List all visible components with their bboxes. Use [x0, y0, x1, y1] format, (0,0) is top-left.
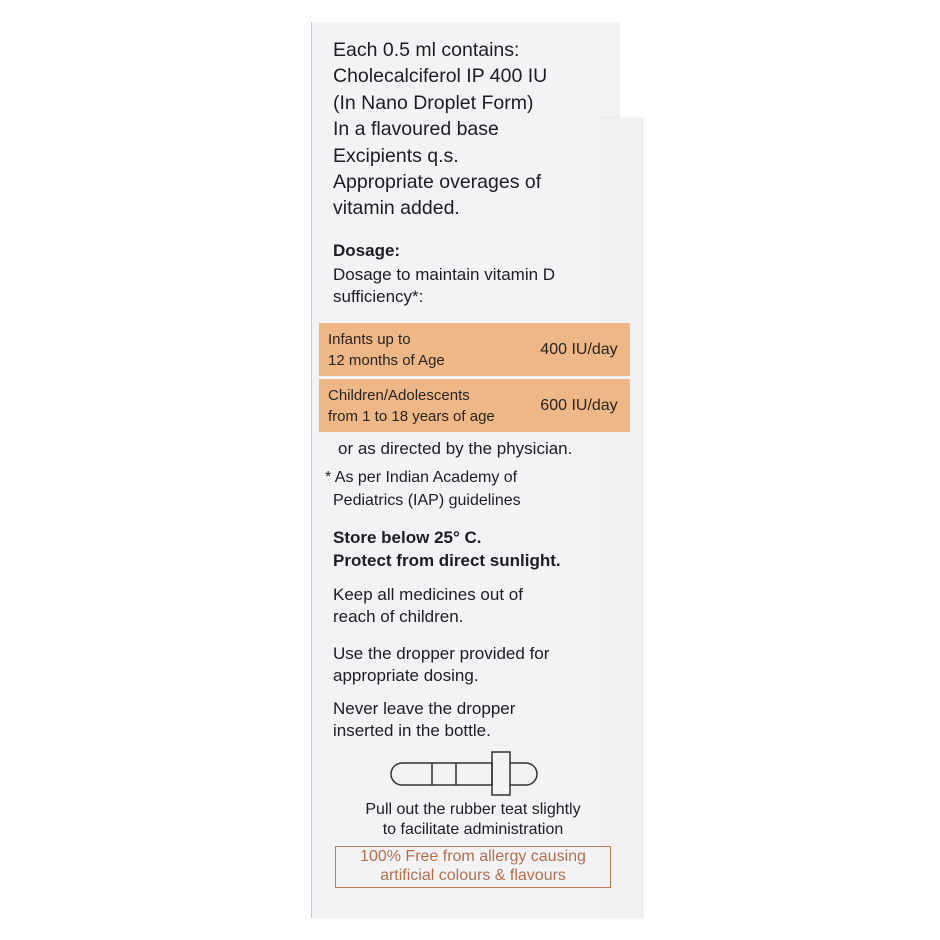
allergy-line: 100% Free from allergy causing [360, 848, 586, 865]
table-cell-dose: 600 IU/day [528, 379, 630, 432]
group-line: Children/Adolescents [328, 386, 470, 404]
warning-line: reach of children. [333, 607, 464, 626]
table-cell-dose: 400 IU/day [528, 323, 630, 376]
table-cell-group [319, 379, 530, 432]
warning-line: inserted in the bottle. [333, 721, 491, 740]
group-line: Infants up to [328, 330, 411, 348]
dropper-caption: to facilitate administration [382, 821, 564, 838]
allergy-free-box [335, 846, 611, 888]
composition-line: In a flavoured base [333, 118, 499, 140]
composition-line: Excipients q.s. [333, 145, 459, 167]
composition-line: vitamin added. [333, 197, 460, 219]
dropper-icon [388, 750, 548, 798]
group-line: 12 months of Age [328, 351, 445, 369]
group-line: from 1 to 18 years of age [328, 407, 495, 425]
composition-line: Each 0.5 ml contains: [333, 39, 520, 61]
warning-line: Never leave the dropper [333, 699, 516, 718]
physician-note: or as directed by the physician. [338, 439, 573, 458]
allergy-line: artificial colours & flavours [380, 867, 566, 884]
dosage-intro: Dosage to maintain vitamin D [333, 265, 556, 284]
footnote: Pediatrics (IAP) guidelines [333, 492, 521, 509]
box-side-flap [600, 118, 642, 918]
dosage-heading: Dosage: [333, 241, 401, 260]
warning-line: Keep all medicines out of [333, 585, 523, 604]
dropper-caption: Pull out the rubber teat slightly [365, 801, 581, 818]
storage-line: Store below 25° C. [333, 528, 482, 547]
composition-line: Cholecalciferol IP 400 IU [333, 65, 548, 87]
composition-line: Appropriate overages of [333, 171, 542, 193]
storage-line: Protect from direct sunlight. [333, 551, 561, 570]
dosage-intro: sufficiency*: [333, 287, 424, 306]
warning-line: Use the dropper provided for [333, 644, 550, 663]
composition-line: (In Nano Droplet Form) [333, 92, 534, 114]
footnote: * As per Indian Academy of [325, 469, 518, 486]
warning-line: appropriate dosing. [333, 666, 479, 685]
table-cell-group [319, 323, 530, 376]
